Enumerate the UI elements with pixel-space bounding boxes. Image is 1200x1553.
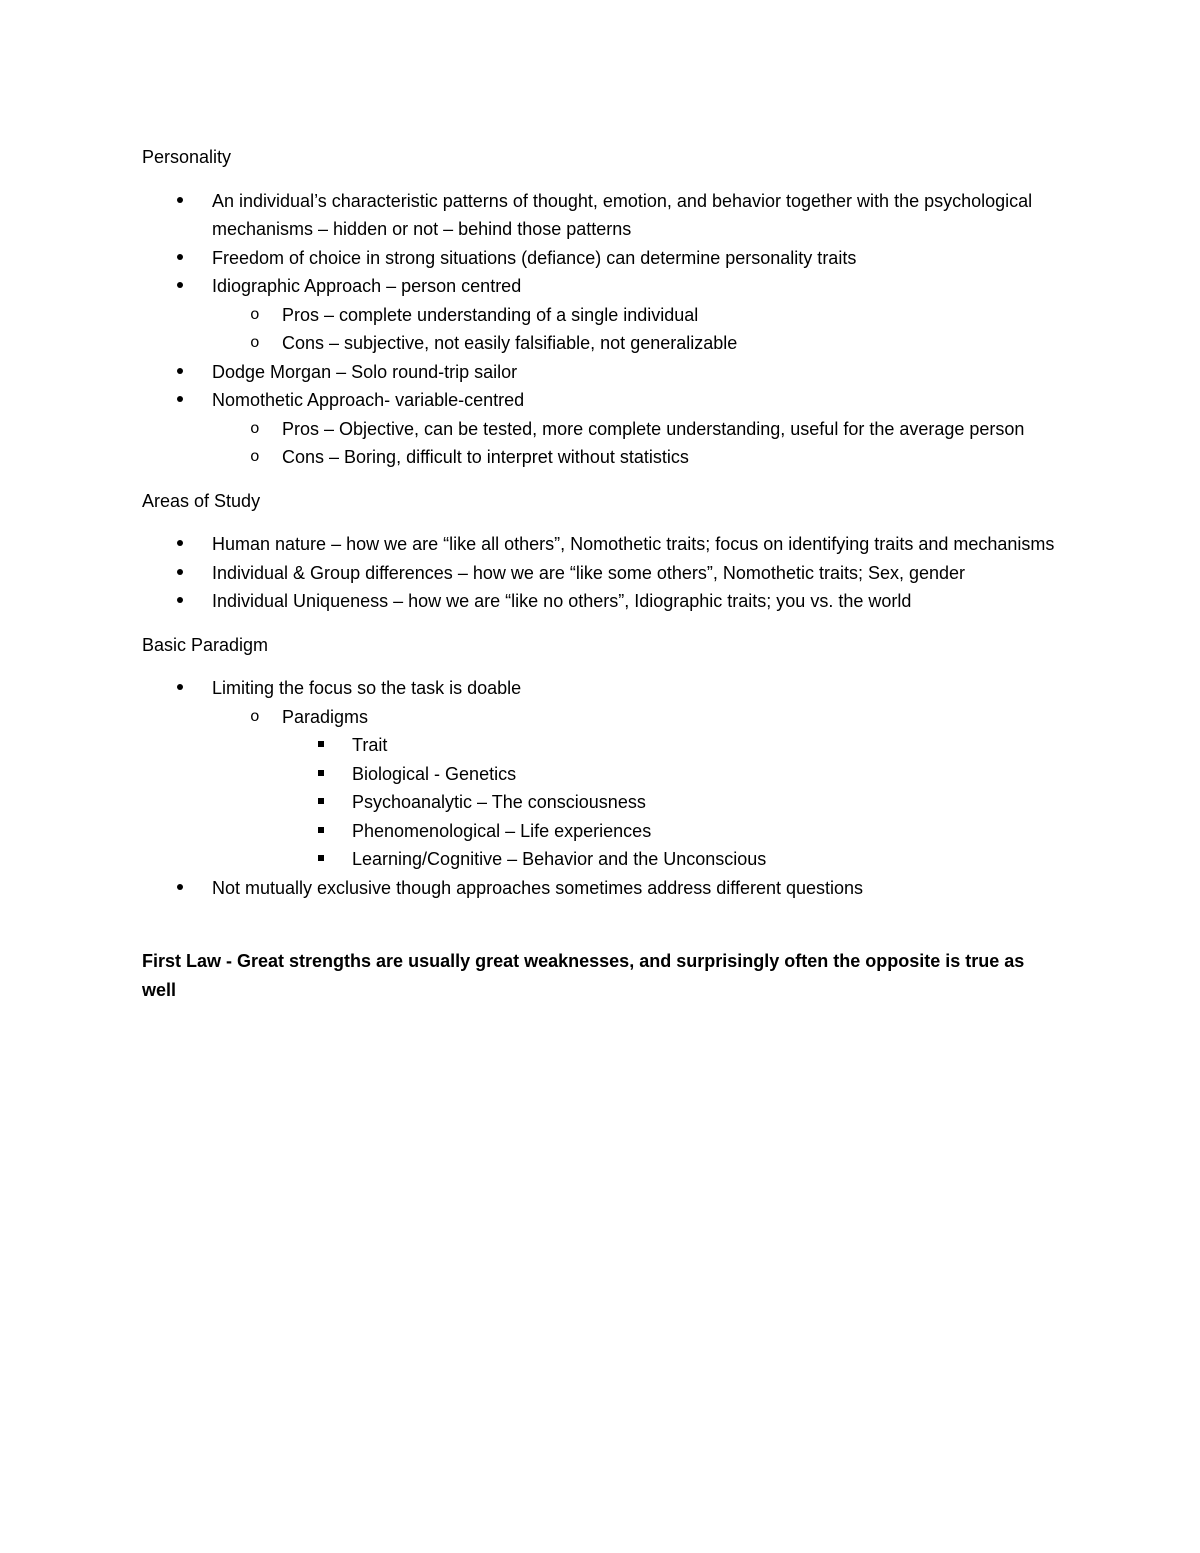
bullet-icon	[175, 244, 185, 273]
square-bullet-icon	[318, 817, 324, 846]
list-item-text: Individual Uniqueness – how we are “like no others”, Idiographic traits; you vs. the world	[212, 591, 912, 611]
paradigm-item	[282, 760, 1062, 789]
square-bullet-icon	[318, 760, 324, 789]
bullet-icon	[175, 358, 185, 387]
paradigm-item	[282, 817, 1062, 846]
bullet-icon	[175, 386, 185, 415]
square-bullet-icon	[318, 731, 324, 760]
bullet-icon	[175, 559, 185, 588]
areas-of-study-list	[142, 530, 1062, 616]
circle-bullet-icon: o	[250, 305, 260, 324]
circle-bullet-icon: o	[250, 334, 260, 352]
section-heading-basic-paradigm: Basic Paradigm	[142, 634, 269, 655]
paradigm-item-text: Biological - Genetics	[352, 763, 517, 784]
list-item-text: Dodge Morgan – Solo round-trip sailor	[212, 361, 518, 382]
list-item	[142, 587, 1062, 616]
list-item-text: Freedom of choice in strong situations (defiance) can determine personality traits	[212, 247, 857, 268]
paradigm-item-text: Learning/Cognitive – Behavior and the Unconscious	[352, 849, 767, 869]
sub-list	[212, 301, 1062, 358]
first-law-statement: First Law - Great strengths are usually great weaknesses, and surprisingly often the opposite is true as well	[142, 951, 1025, 1000]
list-item	[142, 187, 1062, 244]
paradigm-item-text: Psychoanalytic – The consciousness	[352, 792, 646, 812]
sub-list-item	[212, 415, 1062, 444]
paradigm-item-text: Phenomenological – Life experiences	[352, 820, 652, 841]
list-item	[142, 244, 1062, 273]
basic-paradigm-list	[142, 674, 1062, 902]
paradigms-list	[282, 731, 1062, 874]
list-item-text: An individual’s characteristic patterns of thought, emotion, and behavior together with the psychological mechanisms – hidden or not – behind those patterns	[212, 190, 1033, 239]
sub-list-item-text: Paradigms	[282, 706, 369, 727]
list-item	[142, 386, 1062, 472]
list-item-text: Not mutually exclusive though approaches sometimes address different questions	[212, 877, 864, 898]
list-item	[142, 358, 1062, 387]
document-content	[142, 143, 1062, 1004]
circle-bullet-icon: o	[250, 448, 260, 466]
list-item-text: Human nature – how we are “like all others”, Nomothetic traits; focus on identifying traits and mechanisms	[212, 534, 1055, 554]
bullet-icon	[175, 530, 185, 559]
section-heading-personality: Personality	[142, 147, 232, 167]
sub-list-item-text: Pros – Objective, can be tested, more complete understanding, useful for the average person	[282, 418, 1025, 439]
sub-list	[212, 415, 1062, 472]
sub-list-item	[212, 301, 1062, 330]
sub-list-item-text: Cons – subjective, not easily falsifiable, not generalizable	[282, 333, 738, 353]
sub-list-item-text: Pros – complete understanding of a single individual	[282, 304, 699, 325]
circle-bullet-icon: o	[250, 419, 260, 438]
personality-list	[142, 187, 1062, 472]
sub-list-item	[212, 443, 1062, 472]
bullet-icon	[175, 272, 185, 301]
sub-list-item	[212, 329, 1062, 358]
bullet-icon	[175, 587, 185, 616]
sub-list-item	[212, 703, 1062, 874]
sub-list	[212, 703, 1062, 874]
list-item	[142, 674, 1062, 874]
list-item-text: Idiographic Approach – person centred	[212, 276, 522, 296]
list-item-text: Nomothetic Approach- variable-centred	[212, 390, 525, 410]
list-item	[142, 559, 1062, 588]
list-item-text: Limiting the focus so the task is doable	[212, 678, 522, 698]
square-bullet-icon	[318, 845, 324, 874]
circle-bullet-icon: o	[250, 707, 260, 726]
bullet-icon	[175, 674, 185, 703]
bullet-icon	[175, 187, 185, 216]
square-bullet-icon	[318, 788, 324, 817]
paradigm-item	[282, 788, 1062, 817]
paradigm-item	[282, 845, 1062, 874]
bullet-icon	[175, 874, 185, 903]
paradigm-item	[282, 731, 1062, 760]
section-heading-areas-of-study: Areas of Study	[142, 490, 261, 511]
list-item	[142, 874, 1062, 903]
sub-list-item-text: Cons – Boring, difficult to interpret without statistics	[282, 447, 689, 467]
list-item-text: Individual & Group differences – how we are “like some others”, Nomothetic traits; Sex, gender	[212, 562, 966, 583]
list-item	[142, 272, 1062, 358]
list-item	[142, 530, 1062, 559]
paradigm-item-text: Trait	[352, 735, 388, 755]
